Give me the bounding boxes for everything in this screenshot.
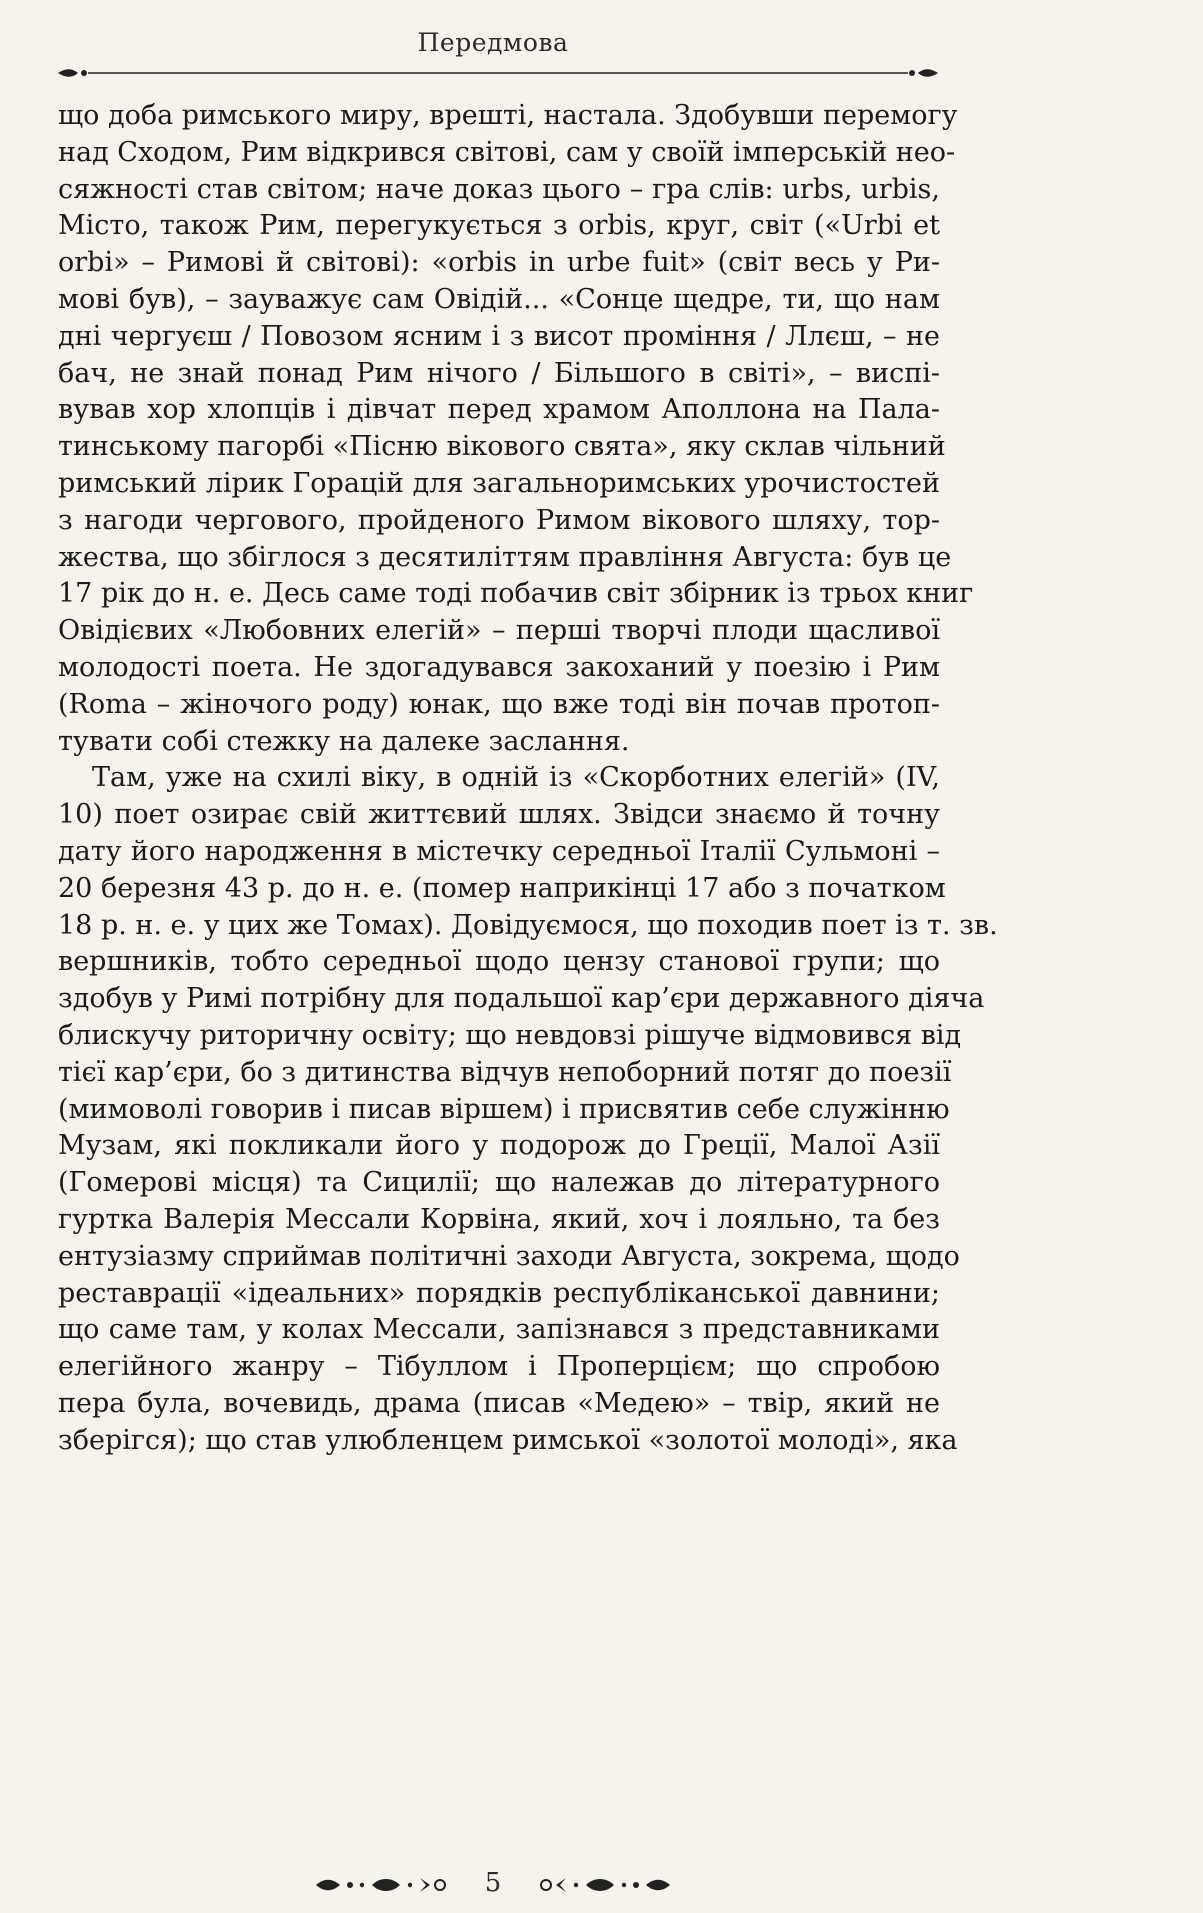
- text-line: ентузіазму сприймав політичні заходи Августа, зокрема, щодо: [58, 1240, 960, 1272]
- text-line: молодості поета. Не здогадувався закоханий у поезію і Рим: [58, 651, 940, 683]
- text-line: orbi» – Римові й світові): «orbis in urbe fuit» (світ весь у Ри-: [58, 247, 940, 279]
- text-line: (Roma – жіночого роду) юнак, що вже тоді він почав протоп-: [58, 688, 940, 720]
- text-line: реставрації «ідеальних» порядків республіканської давнини;: [58, 1277, 940, 1309]
- text-line: бач, не знай понад Рим нічого / Більшого в світі», – виспі-: [58, 357, 940, 389]
- text-line: вершників, тобто середньої щодо цензу станової групи; що: [58, 946, 940, 978]
- header-ornamental-rule: [58, 66, 938, 80]
- text-line: (Гомерові місця) та Сицилії; що належав до літературного: [58, 1167, 940, 1199]
- body-text: [58, 98, 998, 1459]
- text-line: тинському пагорбі «Пісню вікового свята», яку склав чільний: [58, 431, 946, 463]
- text-line: зберігся); що став улюбленцем римської «золотої молоді», яка: [58, 1424, 958, 1456]
- text-line: (мимоволі говорив і писав віршем) і присвятив себе служінню: [58, 1093, 950, 1125]
- text-line: римський лірик Горацій для загальноримських урочистостей: [58, 467, 940, 499]
- text-line: дату його народження в містечку середньої Італії Сульмоні –: [58, 835, 940, 867]
- text-line: сяжності став світом; наче доказ цього – гра слів: urbs, urbis,: [58, 173, 940, 205]
- page-number: 5: [484, 1868, 502, 1898]
- text-line: здобув у Римі потрібну для подальшої кар’єри державного діяча: [58, 983, 985, 1015]
- text-line: дні чергуєш / Повозом ясним і з висот проміння / Ллєш, – не: [58, 320, 940, 352]
- text-line: Овідієвих «Любовних елегій» – перші творчі плоди щасливої: [58, 615, 940, 647]
- text-line: над Сходом, Рим відкрився світові, сам у своїй імперській нео-: [58, 136, 956, 168]
- text-line: що доба римського миру, врешті, настала. Здобувши перемогу: [58, 100, 958, 131]
- text-line: 20 березня 43 р. до н. е. (помер наприкінці 17 або з початком: [58, 872, 946, 904]
- text-line: 18 р. н. е. у цих же Томах). Довідуємося, що походив поет із т. зв.: [58, 909, 998, 941]
- text-line: тієї кар’єри, бо з дитинства відчув непоборний потяг до поезії: [58, 1056, 952, 1088]
- text-line: жества, що збіглося з десятиліттям правління Августа: був це: [58, 541, 952, 573]
- text-line: Місто, також Рим, перегукується з orbis, круг, світ («Urbi et: [58, 210, 940, 242]
- text-line: мові був), – зауважує сам Овідій... «Сонце щедре, ти, що нам: [58, 283, 940, 315]
- running-header: Передмова: [417, 28, 569, 57]
- text-line: 17 рік до н. е. Десь саме тоді побачив світ збірник із трьох книг: [58, 578, 974, 610]
- text-line: 10) поет озирає свій життєвий шлях. Звідси знаємо й точну: [58, 799, 940, 831]
- text-line: тувати собі стежку на далеке заслання.: [58, 725, 630, 757]
- text-line: пера була, вочевидь, драма (писав «Медею» – твір, який не: [58, 1387, 940, 1419]
- text-line: Музам, які покликали його у подорож до Греції, Малої Азії: [58, 1130, 940, 1162]
- text-line: з нагоди чергового, пройденого Римом вікового шляху, тор-: [58, 504, 940, 536]
- text-line: що саме там, у колах Мессали, запізнався з представниками: [58, 1314, 940, 1346]
- text-line: елегійного жанру – Тібуллом і Проперцієм; що спробою: [58, 1351, 940, 1383]
- text-line: Там, уже на схилі віку, в одній із «Скорботних елегій» (IV,: [92, 762, 940, 794]
- text-line: вував хор хлопців і дівчат перед храмом Аполлона на Пала-: [58, 394, 940, 426]
- text-line: гуртка Валерія Мессали Корвіна, який, хоч і лояльно, та без: [58, 1203, 940, 1235]
- text-line: блискучу риторичну освіту; що невдовзі рішуче відмовився від: [58, 1019, 962, 1051]
